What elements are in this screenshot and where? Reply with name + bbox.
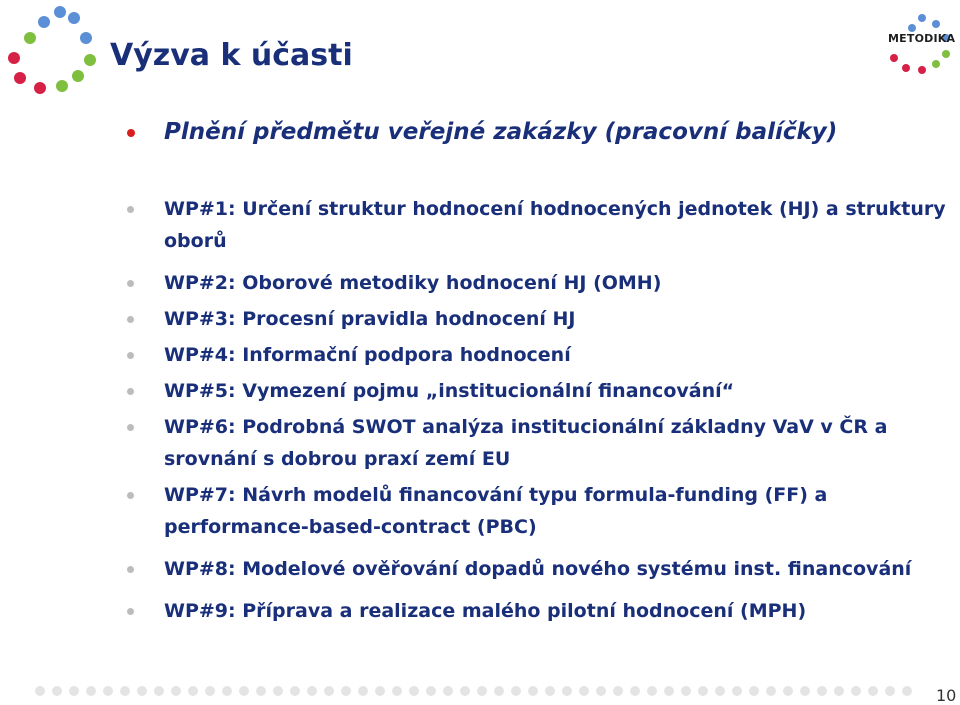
footer-dot: [783, 686, 793, 696]
footer-dot: [426, 686, 436, 696]
footer-dot: [494, 686, 504, 696]
footer-dot: [477, 686, 487, 696]
footer-dot: [409, 686, 419, 696]
footer-dot: [749, 686, 759, 696]
footer-dot: [545, 686, 555, 696]
footer-dot: [86, 686, 96, 696]
footer-dot: [137, 686, 147, 696]
footer-dot: [681, 686, 691, 696]
footer-dot: [715, 686, 725, 696]
footer-dot: [358, 686, 368, 696]
footer-dot: [766, 686, 776, 696]
footer-dot: [392, 686, 402, 696]
footer-dot: [579, 686, 589, 696]
work-package-item: WP#2: Oborové metodiky hodnocení HJ (OMH): [124, 267, 954, 299]
footer-dot: [273, 686, 283, 696]
metodika-logo-dots-left: [0, 0, 110, 100]
slide-title: Výzva k účasti: [110, 38, 353, 73]
work-package-item: WP#4: Informační podpora hodnocení: [124, 339, 954, 371]
footer-dot: [613, 686, 623, 696]
footer-dot: [256, 686, 266, 696]
footer-dot: [562, 686, 572, 696]
work-package-list: [124, 193, 954, 637]
footer-dot: [69, 686, 79, 696]
footer-dot: [834, 686, 844, 696]
footer-dot: [732, 686, 742, 696]
page-number: 10: [936, 686, 957, 705]
footer-dot: [171, 686, 181, 696]
work-package-item: WP#6: Podrobná SWOT analýza institucionální základny VaV v ČR a srovnání s dobrou praxí zemí EU: [124, 411, 954, 475]
work-package-item: WP#5: Vymezení pojmu „institucionální financování“: [124, 375, 954, 407]
footer-dot: [868, 686, 878, 696]
footer-dot: [120, 686, 130, 696]
footer-dot: [35, 686, 45, 696]
footer-dot: [239, 686, 249, 696]
work-package-item: WP#9: Příprava a realizace malého pilotní hodnocení (MPH): [124, 595, 954, 627]
metodika-logo-dots-right: [870, 8, 956, 88]
footer-dot: [528, 686, 538, 696]
footer-dot: [103, 686, 113, 696]
footer-dot-divider: [34, 684, 924, 698]
footer-dot: [902, 686, 912, 696]
footer-dot: [596, 686, 606, 696]
footer-dot: [188, 686, 198, 696]
footer-dot: [341, 686, 351, 696]
footer-dot: [511, 686, 521, 696]
footer-dot: [800, 686, 810, 696]
footer-dot: [443, 686, 453, 696]
footer-dot: [307, 686, 317, 696]
footer-dot: [630, 686, 640, 696]
footer-dot: [698, 686, 708, 696]
work-package-item: WP#7: Návrh modelů financování typu formula-funding (FF) a performance-based-contract (PBC): [124, 479, 954, 543]
footer-dot: [817, 686, 827, 696]
brand-name: METODIKA: [888, 32, 956, 45]
work-package-item: WP#3: Procesní pravidla hodnocení HJ: [124, 303, 954, 335]
footer-dot: [205, 686, 215, 696]
footer-dot: [290, 686, 300, 696]
footer-dot: [154, 686, 164, 696]
footer-dot: [324, 686, 334, 696]
slide-heading: Plnění předmětu veřejné zakázky (pracovní balíčky): [124, 119, 837, 145]
footer-dot: [375, 686, 385, 696]
work-package-item: WP#1: Určení struktur hodnocení hodnocených jednotek (HJ) a struktury oborů: [124, 193, 954, 257]
footer-dot: [460, 686, 470, 696]
footer-dot: [222, 686, 232, 696]
footer-dot: [885, 686, 895, 696]
footer-dot: [647, 686, 657, 696]
footer-dot: [664, 686, 674, 696]
work-package-item: WP#8: Modelové ověřování dopadů nového systému inst. financování: [124, 553, 954, 585]
footer-dot: [52, 686, 62, 696]
footer-dot: [851, 686, 861, 696]
